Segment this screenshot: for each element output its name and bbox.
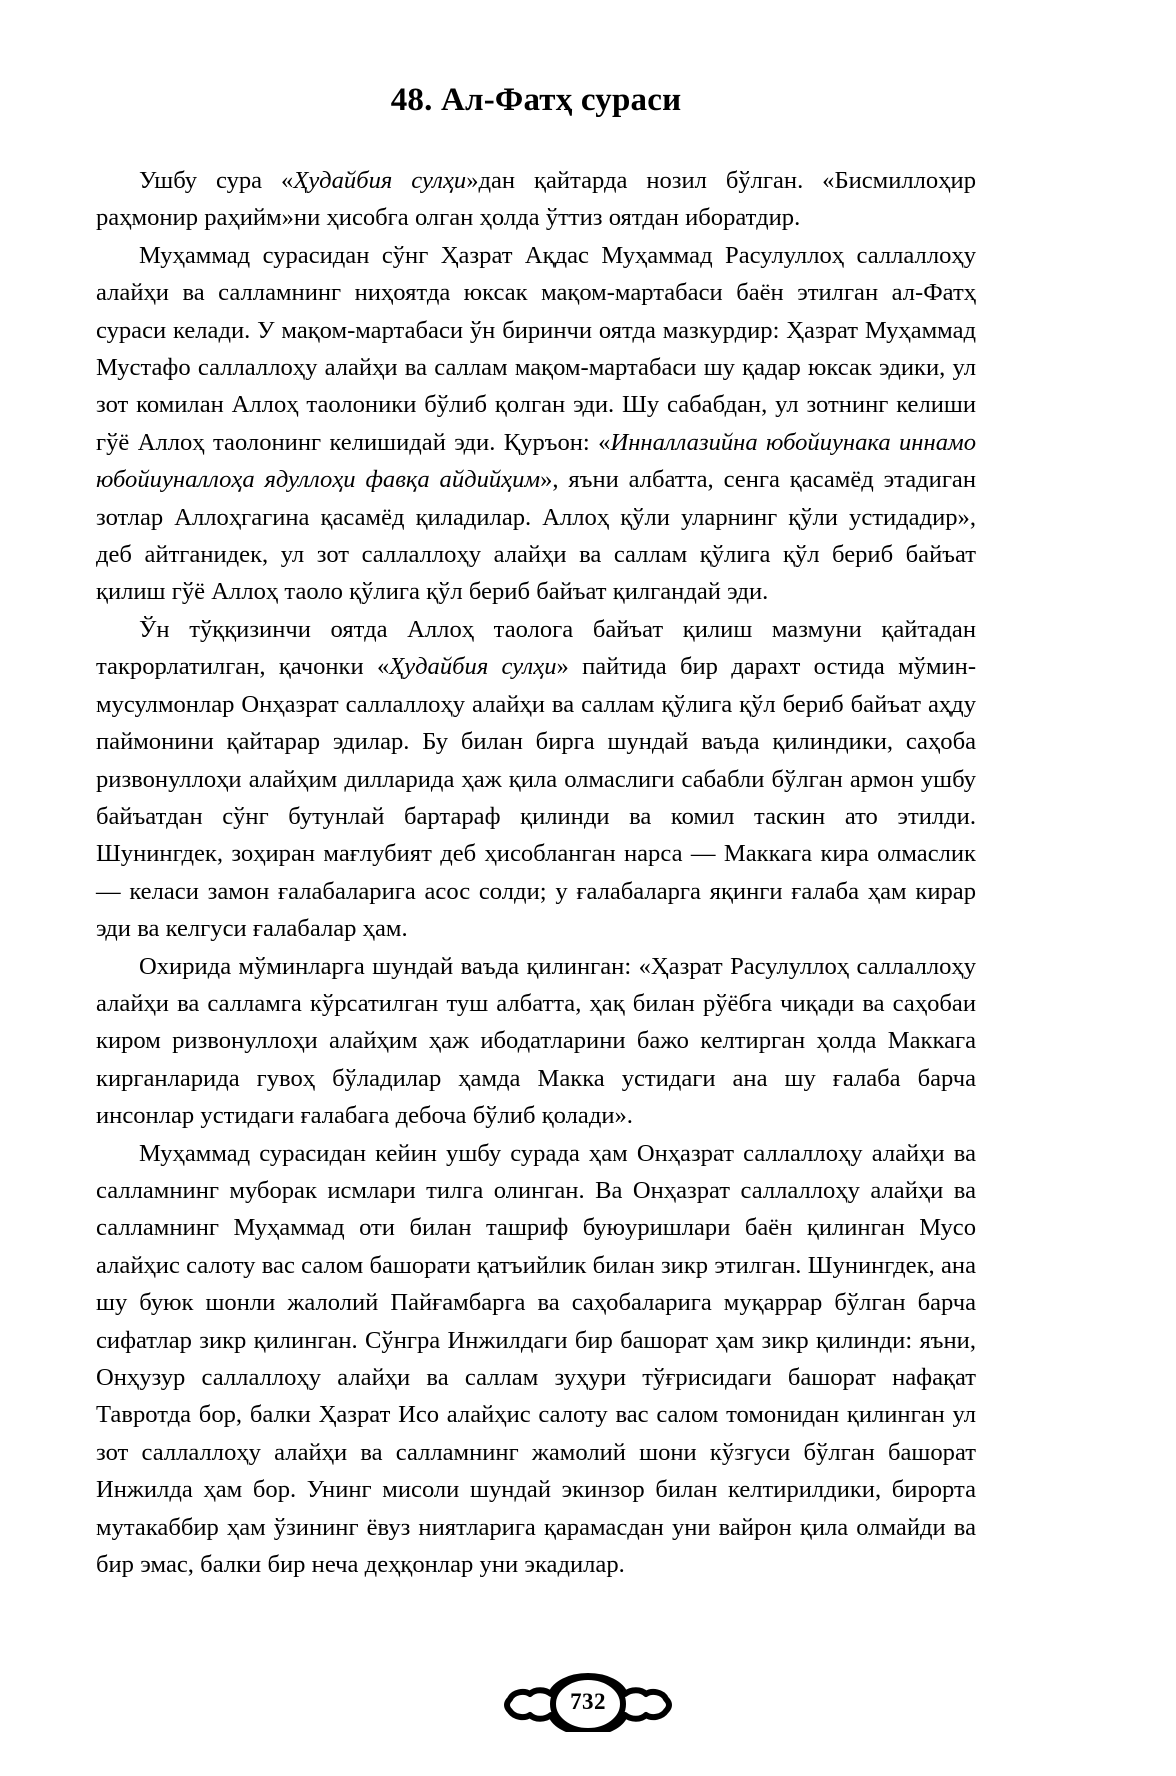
text-run: » пайтида бир дарахт остида мўмин-мусулмонлар Онҳазрат саллаллоҳу алайҳи ва саллам қўлига қўл бериб байъат аҳду паймонини қайтарар эдилар. Бу билан бирга шундай ваъда қилиндики, саҳоба ризвонуллоҳи алайҳим дилларида ҳаж қила олмаслиги сабабли бўлган армон ушбу байъатдан сўнг бутунлай бартараф қилинди ва комил таскин ато этилди. Шунингдек, зоҳиран мағлубият деб ҳисобланган нарса — Маккага кира олмаслик — келаси замон ғалабаларига асос солди; у ғалабаларга яқинги ғалаба ҳам кирар эди ва келгуси ғалабалар ҳам. — [96, 653, 977, 943]
text-run: »дан қайтарда нозил бўлган. «Бисмиллоҳир раҳмонир раҳийм»ни ҳисобга олган ҳолда ўттиз оятдан иборатдир. — [96, 167, 976, 232]
text-run: Ўн тўққизинчи оятда Аллоҳ таолога байъат қилиш мазмуни қайтадан такрорлатилган, қачонки « — [96, 615, 976, 681]
paragraph — [96, 948, 976, 1135]
page-title: 48. Ал-Фатҳ сураси — [390, 82, 682, 118]
italic-run: Ҳудайбия сулҳи — [389, 653, 557, 681]
body-text-container — [96, 162, 976, 1583]
italic-run: Ҳудайбия сулҳи — [293, 167, 467, 194]
text-run: Охирида мўминларга шундай ваъда қилинган: «Ҳазрат Расулуллоҳ саллаллоҳу алайҳи ва салламга кўрсатилган туш албатта, ҳақ билан рўёбга чиқади ва саҳобаи киром ризвонуллоҳи алайҳим ҳаж ибодатларини бажо келтирган ҳолда Маккага кирганларида гувоҳ бўладилар ҳамда Макка устидаги ана шу ғалаба барча инсонлар устидаги ғалабага дебоча бўлиб қолади». — [96, 952, 976, 1130]
page-content — [96, 0, 976, 1583]
paragraph — [96, 237, 976, 611]
page-footer — [0, 1672, 1176, 1732]
page-number: 732 — [570, 1689, 606, 1714]
text-run: Ушбу сура « — [139, 167, 294, 194]
paragraph — [96, 162, 976, 237]
page-number-ornament — [495, 1672, 681, 1732]
paragraph — [96, 611, 976, 948]
italic-run: Инналлазийна юбойиунака иннамо юбойиуналлоҳа ядуллоҳи фавқа айдийҳим — [96, 428, 976, 494]
text-run: Муҳаммад сурасидан кейин ушбу сурада ҳам Онҳазрат саллаллоҳу алайҳи ва салламнинг муборак исмлари тилга олинган. Ва Онҳазрат саллаллоҳу алайҳи ва салламнинг Муҳаммад оти билан ташриф буюуришлари баён қилинган Мусо алайҳис салоту вас салом башорати қатъийлик билан зикр этилган. Шунингдек, ана шу буюк шонли жалолий Пайғамбарга ва саҳобаларига муқаррар бўлган барча сифатлар зикр қилинган. Сўнгра Инжилдаги бир башорат ҳам зикр қилинди: яъни, Онҳузур саллаллоҳу алайҳи ва саллам зуҳури тўғрисидаги башорат нафақат Тавротда бор, балки Ҳазрат Исо алайҳис салоту вас салом томонидан қилинган ул зот саллаллоҳу алайҳи ва салламнинг жамолий шони кўзгуси бўлган башорат Инжилда ҳам бор. Унинг мисоли шундай экинзор билан келтирилдики, бирорта мутакаббир ҳам ўзининг ёвуз ниятларига қарамасдан уни вайрон қила олмайди ва бир эмас, балки бир неча деҳқонлар уни экадилар. — [96, 1139, 976, 1579]
text-run: Муҳаммад сурасидан сўнг Ҳазрат Ақдас Муҳаммад Расулуллоҳ саллаллоҳу алайҳи ва салламнинг ниҳоятда юксак мақом-мартабаси баён этилган ал-Фатҳ сураси келади. У мақом-мартабаси ўн биринчи оятда мазкурдир: Ҳазрат Муҳаммад Мустафо саллаллоҳу алайҳи ва саллам мақом-мартабаси шу қадар юксак эдики, ул зот комилан Аллоҳ таолоники бўлиб қолган эди. Шу сабабдан, ул зотнинг келиши гўё Аллоҳ таолонинг келишидай эди. Қуръон: « — [96, 241, 976, 456]
text-run: », яъни албатта, сенга қасамёд этадиган зотлар Аллоҳгагина қасамёд қиладилар. Аллоҳ қўли уларнинг қўли устидадир», деб айтганидек, ул зот саллаллоҳу алайҳи ва саллам қўлига қўл бериб байъат қилиш гўё Аллоҳ таоло қўлига қўл бериб байъат қилгандай эди. — [96, 466, 976, 606]
paragraph — [96, 1135, 976, 1584]
